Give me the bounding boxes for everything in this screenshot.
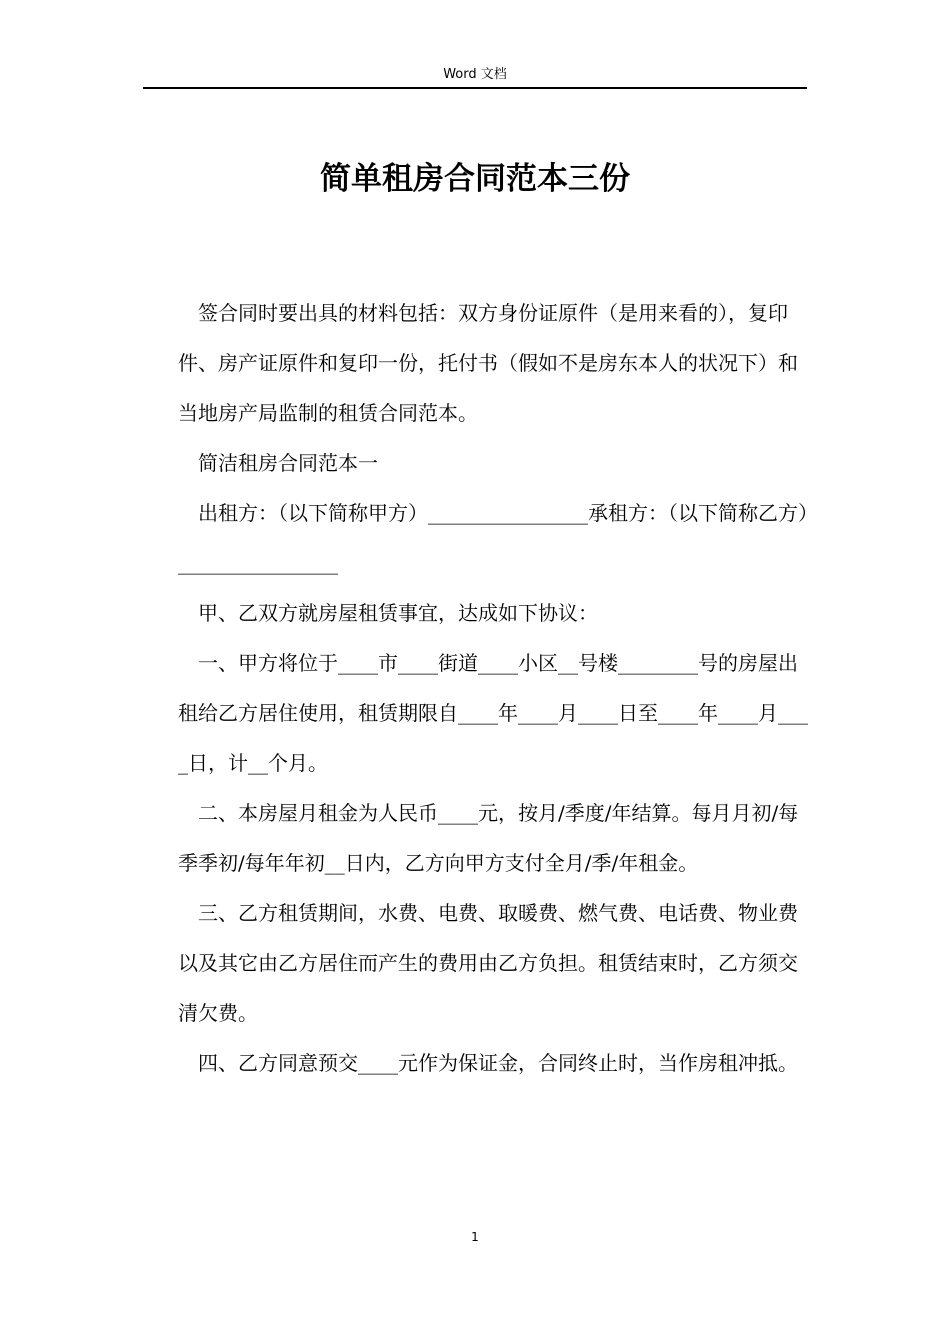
paragraph-clause-4: 四、乙方同意预交____元作为保证金，合同终止时，当作房租冲抵。 [198,1051,798,1075]
page-number: 1 [471,1230,479,1244]
paragraph-section-heading: 简洁租房合同范本一 [198,451,378,475]
document-title: 简单租房合同范本三份 [320,161,630,197]
page-header-text: Word 文档 [443,67,507,82]
document-body [178,288,808,1088]
paragraph-parties: 出租方：（以下简称甲方）________________承租方：（以下简称乙方）________________ [178,501,808,575]
paragraph-materials: 签合同时要出具的材料包括：双方身份证原件（是用来看的），复印件、房产证原件和复印一份，托付书（假如不是房东本人的状况下）和当地房产局监制的租赁合同范本。 [178,301,798,425]
paragraph-agreement-intro: 甲、乙双方就房屋租赁事宜，达成如下协议： [198,601,598,625]
paragraph-clause-1: 一、甲方将位于____市____街道____小区__号楼________号的房屋出租给乙方居住使用，租赁期限自____年____月____日至____年____月____日，计__个月。 [178,651,808,775]
paragraph-clause-2: 二、本房屋月租金为人民币____元，按月/季度/年结算。每月月初/每季季初/每年年初__日内，乙方向甲方支付全月/季/年租金。 [178,801,799,875]
header-divider [143,87,807,89]
paragraph-clause-3: 三、乙方租赁期间，水费、电费、取暖费、燃气费、电话费、物业费以及其它由乙方居住而产生的费用由乙方负担。租赁结束时，乙方须交清欠费。 [178,901,798,1025]
